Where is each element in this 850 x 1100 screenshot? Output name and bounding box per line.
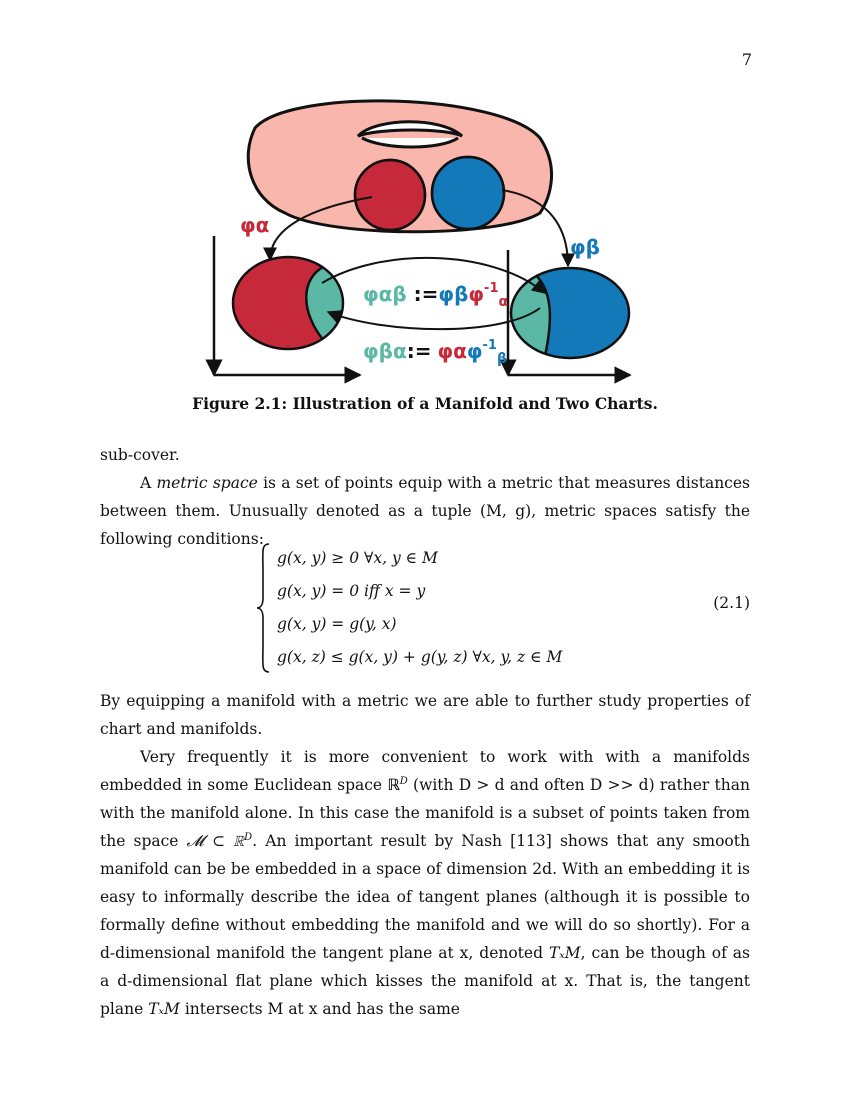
transition-ab-assign: := <box>406 282 439 306</box>
after-equation-paragraph: By equipping a manifold with a metric we are able to further study properties of chart and manifolds. <box>100 692 750 738</box>
manifold-illustration <box>200 98 650 388</box>
text-block-top <box>100 441 750 553</box>
embedding-text-3: . An important result by Nash [113] shows that any smooth manifold can be be embedded in a space of dimension 2d. With an embedding it is easy to informally describe the idea of tangent planes (although it is possible to formally define without embedding the manifold and we will do so shortly). For a d-dimensional manifold the tangent plane at x, denoted <box>100 832 750 962</box>
embedding-text-4: , can be though of as a d-dimensional flat plane which kisses the manifold at x. That is, the tangent plane <box>100 944 750 1018</box>
left-brace <box>255 542 271 674</box>
metric-prefix: A <box>140 474 157 492</box>
rd-symbol: ℝ <box>387 776 400 794</box>
metric-term: metric space <box>156 474 258 492</box>
rd-sup: D <box>399 775 408 787</box>
metric-body: is a set of points equip with a metric that measures distances between them. Unusually denoted as a tuple (M, g), metric spaces satisfy the following conditions: <box>100 474 750 548</box>
metric-paragraph <box>100 469 750 553</box>
equation-line: g(x, y) ≥ 0 ∀x, y ∈ M <box>277 549 438 567</box>
transition-ab-rhs-sup: -1 <box>484 281 499 296</box>
tangent-plane-symbol: TₓM <box>548 944 581 962</box>
transition-ba-rhs-1: φα <box>437 339 467 363</box>
embedding-text-5: intersects M at x and has the same <box>179 1000 460 1018</box>
equation-line: g(x, z) ≤ g(x, y) + g(y, z) ∀x, y, z ∈ M <box>277 648 563 666</box>
transition-ba-rhs-sup: -1 <box>482 338 497 353</box>
tangent-plane-symbol-2: TₓM <box>148 1000 180 1018</box>
m-subset-rd: 𝓜 ⊂ ℝ <box>186 832 245 850</box>
text-block-bottom <box>100 687 750 1023</box>
page-number: 7 <box>741 50 752 69</box>
transition-ba-rhs-sub: β <box>496 351 507 367</box>
transition-ba-rhs-2: φ <box>466 339 483 363</box>
embedding-text-1: Very frequently it is more convenient to work with with a manifolds embedded in some Euclidean space <box>100 748 750 794</box>
transition-ab-label <box>363 281 509 310</box>
equation-line: g(x, y) = 0 iff x = y <box>277 582 426 600</box>
equation-2-1 <box>255 542 755 672</box>
phi-beta-label: φβ <box>570 235 600 259</box>
transition-ab-rhs-sub: α <box>498 294 509 310</box>
transition-ab-lhs: φαβ <box>363 282 407 306</box>
transition-ba-assign: := <box>406 339 432 363</box>
m-subset-rd-sup: D <box>244 831 253 843</box>
embedding-text-2: (with D > d and often D >> d) rather than with the manifold alone. In this case the manifold is a subset of points taken from the space <box>100 776 750 850</box>
transition-ab-rhs-2: φ <box>468 282 485 306</box>
subcover-text: sub-cover. <box>100 446 180 464</box>
phi-alpha-label: φα <box>240 213 270 237</box>
transition-ab-rhs-1: φβ <box>438 282 469 306</box>
manifold-figure <box>200 98 650 388</box>
figure-caption: Figure 2.1: Illustration of a Manifold and Two Charts. <box>192 394 658 413</box>
transition-ba-label <box>363 338 507 367</box>
embedding-paragraph <box>100 743 750 1023</box>
equation-label: (2.1) <box>713 594 750 612</box>
transition-ba-lhs: φβα <box>363 339 407 363</box>
equation-line: g(x, y) = g(y, x) <box>277 615 397 633</box>
